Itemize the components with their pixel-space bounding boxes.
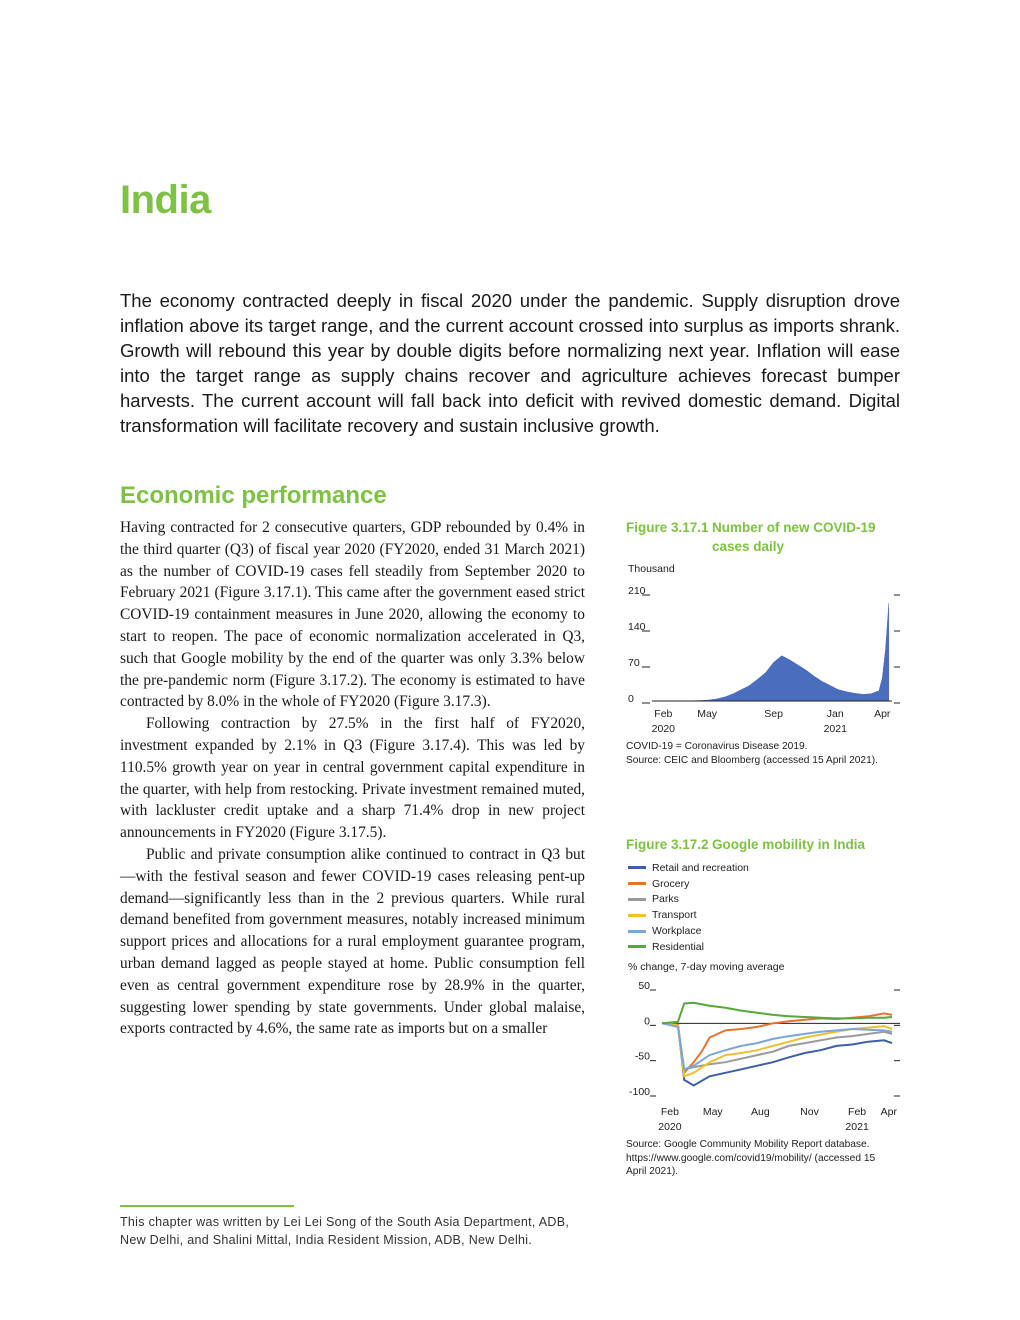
body-text xyxy=(120,517,585,1040)
legend-swatch xyxy=(628,882,646,885)
chapter-summary: The economy contracted deeply in fiscal 2020 under the pandemic. Supply disruption drove inflation above its target range, and the current account crossed into surplus as imports shrank. Growth will rebound this year by double digits before normalizing next year. Inflation will ease into the target range as supply chains recover and agriculture achieves forecast bumper harvests. The current account will fall back into deficit with revived domestic demand. Digital transformation will facilitate recovery and sustain inclusive growth. xyxy=(120,290,900,436)
x-tick-label: Feb xyxy=(848,1106,867,1118)
y-tick-label: 70 xyxy=(628,657,640,669)
legend-label: Parks xyxy=(652,893,679,906)
y-tick-label: 210 xyxy=(628,585,646,597)
mobility-legend xyxy=(628,860,749,955)
figure-1-source: Source: CEIC and Bloomberg (accessed 15 April 2021). xyxy=(626,754,878,766)
x-tick-label: Sep xyxy=(764,708,783,720)
x-tick-label: Aug xyxy=(751,1106,770,1118)
paragraph: Having contracted for 2 consecutive quarters, GDP rebounded by 0.4% in the third quarter (Q3) of fiscal year 2020 (FY2020, ended 31 March 2021) as the number of COVID-19 cases fell steadily from September 2020 to February 2021 (Figure 3.17.1). This came after the government eased strict COVID-19 containment measures in June 2020, allowing the economy to start to reopen. The pace of economic normalization accelerated in Q3, such that Google mobility by the end of the quarter was only 3.3% below the pre-pandemic norm (Figure 3.17.2). The economy is estimated to have contracted by 8.0% in the whole of FY2020 (Figure 3.17.3). xyxy=(120,519,585,711)
legend-label: Workplace xyxy=(652,925,702,938)
paragraph: Public and private consumption alike continued to contract in Q3 but—with the festival season and fewer COVID-19 cases releasing pent-up demand—significantly less than in the 2 previous quarters. While rural demand benefited from government measures, notably increased minimum support prices and allocations for a rural employment guarantee program, urban demand lagged as people stayed at home. Public consumption fell even as central government expenditure rose by 28.9% in the quarter, suggesting lower spending by state governments. Under global malaise, exports contracted by 4.6%, the same rate as imports but on a smaller xyxy=(120,845,585,1038)
legend-label: Transport xyxy=(652,909,697,922)
x-year-label: 2021 xyxy=(823,723,847,735)
figure-2-source: Source: Google Community Mobility Report database. https://www.google.com/covid19/mobility/ (accessed 15 April 2021). xyxy=(626,1139,876,1177)
figure-1-notes xyxy=(626,740,896,767)
x-tick-label: Feb xyxy=(654,708,673,720)
y-tick-label: -50 xyxy=(634,1050,650,1063)
figure-2-number: Figure 3.17.2 xyxy=(626,837,709,852)
figure-2-unit: % change, 7-day moving average xyxy=(628,961,785,973)
figure-2-notes xyxy=(626,1138,896,1179)
mobility-chart xyxy=(620,976,900,1136)
legend-label: Retail and recreation xyxy=(652,861,749,874)
paragraph: Following contraction by 27.5% in the first half of FY2020, investment expanded by 2.1% in Q3 (Figure 3.17.4). This was led by 110.5% growth year on year in central government capital expenditure in the quarter, with help from restocking. Private investment remained muted, with lackluster credit uptake and a sharp 71.4% drop in new project announcements in FY2020 (Figure 3.17.5). xyxy=(120,715,585,842)
x-tick-label: Jan xyxy=(826,708,844,720)
legend-label: Residential xyxy=(652,940,704,953)
y-tick-label: 0 xyxy=(644,1015,650,1028)
x-year-label: 2020 xyxy=(651,723,676,735)
x-tick-label: May xyxy=(702,1106,723,1118)
cases-area xyxy=(652,603,889,701)
legend-swatch xyxy=(628,866,646,869)
legend-item xyxy=(628,860,749,876)
y-tick-label: 50 xyxy=(638,980,650,992)
legend-item xyxy=(628,876,749,892)
y-tick-label: 0 xyxy=(628,693,634,705)
legend-label: Grocery xyxy=(652,877,690,890)
figure-2-caption: Google mobility in India xyxy=(712,837,866,852)
legend-swatch xyxy=(628,930,646,933)
figure-1-unit: Thousand xyxy=(628,563,675,575)
legend-item xyxy=(628,907,749,923)
legend-swatch xyxy=(628,914,646,917)
page-title: India xyxy=(120,178,211,222)
y-tick-label: 140 xyxy=(628,621,646,633)
legend-swatch xyxy=(628,898,646,901)
y-tick-label: -100 xyxy=(628,1086,650,1098)
series-line-retail-and-recreation xyxy=(662,1023,892,1085)
x-tick-label: Feb xyxy=(660,1106,679,1118)
x-year-label: 2020 xyxy=(658,1121,682,1133)
figure-2-title xyxy=(626,835,865,854)
legend-item xyxy=(628,923,749,939)
legend-swatch xyxy=(628,945,646,948)
x-tick-label: May xyxy=(697,708,718,720)
x-tick-label: Nov xyxy=(800,1106,819,1118)
x-tick-label: Apr xyxy=(880,1106,897,1118)
footnote-divider xyxy=(120,1205,294,1207)
covid-cases-chart xyxy=(620,578,900,743)
x-year-label: 2021 xyxy=(845,1121,869,1133)
series-line-workplace xyxy=(662,1023,892,1069)
series-line-residential xyxy=(662,1003,892,1024)
legend-item xyxy=(628,892,749,908)
figure-1-number: Figure 3.17.1 xyxy=(626,520,709,535)
figure-1-caption: Number of new COVID-19 cases daily xyxy=(712,520,876,554)
legend-item xyxy=(628,939,749,955)
section-heading: Economic performance xyxy=(120,482,387,509)
x-tick-label: Apr xyxy=(874,708,891,720)
figure-1-abbrev: COVID-19 = Coronavirus Disease 2019. xyxy=(626,741,808,752)
footnote: This chapter was written by Lei Lei Song of the South Asia Department, ADB, New Delhi, and Shalini Mittal, India Resident Mission, ADB, New Delhi. xyxy=(120,1215,570,1247)
figure-1-title xyxy=(626,518,887,556)
